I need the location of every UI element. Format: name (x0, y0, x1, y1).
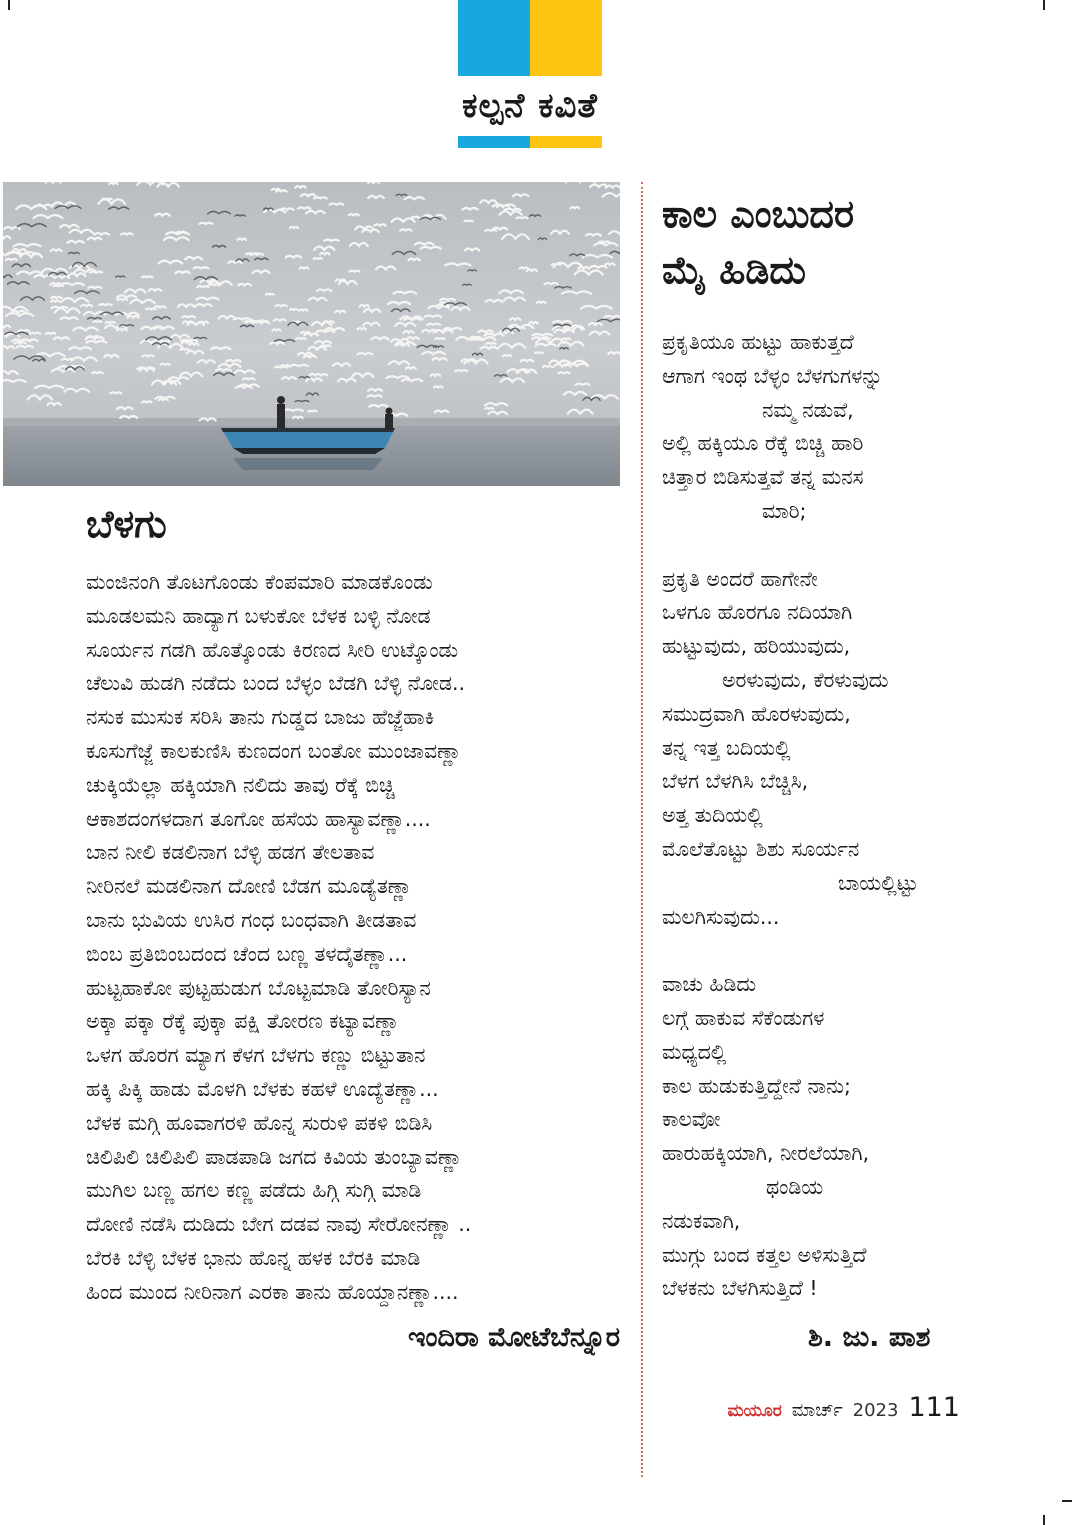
gull-mark (544, 283, 557, 284)
gull-mark (608, 352, 620, 354)
gull-mark (357, 353, 372, 354)
poem-line: ಹುಟ್ಟುವುದು, ಹರಿಯುವುದು, (662, 634, 851, 659)
right-poem-title (662, 186, 854, 298)
poem-line: ಬಾನು ಭುವಿಯ ಉಸಿರ ಗಂಧ ಬಂಧವಾಗಿ ತೀಡತಾವ (86, 907, 417, 932)
gull-mark (464, 221, 472, 222)
gull-mark (435, 338, 444, 339)
gull-mark (94, 233, 109, 234)
gull-mark (575, 384, 589, 385)
gull-mark (17, 346, 33, 348)
poem-line: ಚಿತ್ತಾರ ಬಿಡಿಸುತ್ತವೆ ತನ್ನ ಮನಸ (662, 465, 864, 490)
gull-mark (290, 365, 308, 366)
gull-mark (93, 321, 101, 322)
gull-mark (368, 182, 379, 183)
poem-line: ಪ್ರಕೃತಿ ಅಂದರೆ ಹಾಗೇನೇ (662, 566, 818, 591)
left-poem-author: ಇಂದಿರಾ ಮೋಟೆಬೆನ್ನೂರ (407, 1322, 620, 1353)
gull-mark (605, 263, 614, 264)
gull-mark (143, 355, 154, 356)
poem-line: ಬೆರಕಿ ಬೆಳ್ಳಿ ಬೆಳಕ ಭಾನು ಹೊನ್ನ ಹಳಕ ಬೆರಕಿ ಮಾಡಿ (86, 1245, 421, 1270)
gull-mark (281, 365, 290, 366)
poem-line: ಒಳಗ ಹೊರಗ ಮ್ಯಾಗ ಕೆಳಗ ಬೆಳಗು ಕಣ್ಣು ಬಿಟ್ಟುತಾನ (86, 1043, 426, 1068)
gull-mark (177, 232, 185, 233)
gull-mark (281, 208, 294, 210)
poem-line: ಚಿಲಿಪಿಲಿ ಚಿಲಿಪಿಲಿ ಪಾಡಪಾಡಿ ಜಗದ ಕಿವಿಯ ತುಂಬ್ಯಾವಣ್ಣಾ (86, 1144, 463, 1169)
gull-mark (6, 259, 17, 260)
gull-mark (199, 322, 208, 324)
gull-mark (543, 366, 552, 367)
poem-line: ಒಳಗೂ ಹೊರಗೂ ನದಿಯಾಗಿ (662, 600, 853, 625)
crop-mark-top-left (8, 0, 10, 10)
poem-line: ಹುಟ್ಟಹಾಕೋ ಪುಟ್ಟಹುಡುಗ ಬೊಟ್ಟಮಾಡಿ ತೋರಿಸ್ಯಾನ (86, 975, 431, 1000)
gull-mark (300, 267, 309, 268)
gull-mark (404, 318, 420, 319)
gull-mark (81, 305, 92, 307)
poem-line: ಮಾರಿ; (762, 498, 807, 523)
poem-line: ಹಾರುಹಕ್ಕಿಯಾಗಿ, ನೀರಲೆಯಾಗಿ, (662, 1141, 870, 1166)
gull-mark (407, 337, 418, 339)
poem-line: ಕಾಲ ಹುಡುಕುತ್ತಿದ್ದೇನೆ ನಾನು; (662, 1073, 851, 1098)
gull-mark (314, 197, 327, 198)
gull-mark (110, 392, 121, 393)
stanza-break (662, 529, 992, 563)
gull-mark (290, 309, 298, 310)
poem-line: ಮಲಗಿಸುವುದು... (662, 904, 780, 929)
crop-mark-right-edge (1062, 1500, 1072, 1502)
gull-mark (159, 399, 168, 400)
issue-month: ಮಾರ್ಚ್ (791, 1400, 843, 1421)
gull-mark (486, 343, 496, 344)
gull-mark (497, 205, 509, 207)
gull-mark (50, 283, 61, 285)
poem-line: ಹಿಂದ ಮುಂದ ನೀರಿನಾಗ ಎರಕಾ ತಾನು ಹೊಯ್ದಾನಣ್ಣಾ.... (86, 1279, 459, 1304)
gull-mark (228, 261, 241, 263)
gull-mark (440, 299, 455, 301)
right-poem-title-line2: ಮೈ ಹಿಡಿದು (662, 248, 806, 292)
gull-mark (238, 284, 251, 286)
gull-mark (300, 310, 308, 311)
gull-mark (320, 253, 329, 255)
poem-line: ಥಂಡಿಯ (766, 1174, 824, 1199)
gull-mark (117, 329, 127, 330)
gull-mark (463, 208, 478, 210)
gull-mark (368, 389, 382, 391)
gulls-boat-photo (3, 182, 620, 486)
gull-mark (463, 284, 471, 285)
gull-mark (272, 329, 280, 330)
poem-line: ಕಾಲವೋ (662, 1107, 721, 1132)
gull-mark (51, 297, 61, 298)
gull-mark (99, 304, 111, 305)
gull-mark (503, 355, 511, 356)
crop-mark-bottom-right (1043, 1515, 1045, 1525)
gull-mark (485, 408, 493, 409)
issue-year: 2023 (852, 1400, 899, 1421)
gull-mark (161, 364, 170, 365)
poem-line: ಅರಳುವುದು, ಕೆರಳುವುದು (722, 667, 889, 692)
poem-line: ಕೂಸುಗೆಜ್ಜೆ ಕಾಲಕುಣಿಸಿ ಕುಣದಂಗ ಬಂತೋ ಮುಂಜಾವಣ್ಣಾ (86, 738, 462, 763)
gull-mark (176, 271, 190, 273)
gull-mark (266, 294, 274, 295)
poem-line: ಅತ್ತ ತುದಿಯಲ್ಲಿ (662, 803, 763, 828)
gull-mark (251, 254, 264, 255)
gull-mark (368, 395, 382, 396)
gull-mark (314, 258, 323, 259)
gull-mark (15, 342, 26, 343)
gull-mark (142, 276, 152, 277)
poem-line: ಬಿಂಬ ಪ್ರತಿಬಿಂಬದಂದ ಚೆಂದ ಬಣ್ಣ ತಳದೈತಣ್ಣಾ... (86, 941, 408, 966)
poem-line: ಬಾಯಲ್ಲಿಟ್ಟು (838, 870, 919, 895)
gull-mark (30, 333, 40, 334)
gull-mark (180, 349, 188, 350)
poem-line: ಲಗ್ಗೆ ಹಾಕುವ ಸೆಕೆಂಡುಗಳ (662, 1005, 825, 1030)
gull-mark (335, 311, 345, 313)
gull-mark (471, 339, 481, 340)
gull-mark (400, 229, 412, 230)
poem-line: ಮುಗ್ಗು ಬಂದ ಕತ್ತಲ ಅಳಿಸುತ್ತಿದೆ (662, 1242, 867, 1267)
poem-line: ಸಮುದ್ರವಾಗಿ ಹೊರಳುವುದು, (662, 701, 851, 726)
poem-line: ಮೂಡಲಮನಿ ಹಾದ್ಯಾಗ ಬಳುಕೋ ಬೆಳಕ ಬಳ್ಳಿ ನೋಡ (86, 603, 431, 628)
gull-mark (431, 374, 440, 376)
gull-mark (434, 386, 442, 387)
gull-mark (517, 217, 528, 218)
poem-line: ಚುಕ್ಕಿಯೆಲ್ಲಾ ಹಕ್ಕಿಯಾಗಿ ನಲಿದು ತಾವು ರೆಕ್ಕೆ ಬಿಚ್ಚಿ (86, 772, 395, 797)
gull-mark (349, 214, 359, 215)
gull-mark (535, 352, 543, 353)
gull-mark (308, 411, 317, 412)
poem-line: ವಾಚು ಹಿಡಿದು (662, 972, 757, 997)
gull-mark (329, 203, 343, 204)
gull-mark (21, 339, 38, 340)
poem-line: ಮಂಜಿನಂಗಿ ತೊಟಗೊಂಡು ಕೆಂಪಮಾರಿ ಮಾಡಕೊಂಡು (86, 570, 433, 594)
gull-mark (468, 270, 476, 271)
poem-line: ಚೆಲುವಿ ಹುಡಗಿ ನಡೆದು ಬಂದ ಬೆಳ್ಳಂ ಬೆಡಗಿ ಬೆಳ್ಳಿ ನೋಡ.. (86, 671, 466, 696)
gull-mark (558, 372, 569, 373)
page-number: 111 (908, 1392, 960, 1423)
gull-mark (310, 374, 322, 375)
gull-mark (149, 289, 162, 291)
gull-mark (570, 207, 579, 208)
gull-mark (510, 318, 521, 320)
gull-mark (349, 271, 359, 272)
gull-mark (197, 286, 208, 287)
gull-mark (116, 276, 125, 277)
poem-line: ಮುಗಿಲ ಬಣ್ಣ ಹಗಲ ಕಣ್ಣ ಪಡೆದು ಹಿಗ್ಗಿ ಸುಗ್ಗಿ ಮಾಡಿ (86, 1178, 422, 1203)
gull-mark (304, 356, 316, 358)
right-poem-body (662, 326, 992, 1306)
gull-mark (237, 238, 245, 239)
gull-mark (296, 338, 305, 339)
section-banner-label: ಕಲ್ಪನೆ ಕವಿತೆ (438, 76, 622, 136)
poem-line: ಹಕ್ಕಿ ಪಿಕ್ಕಿ ಹಾಡು ಮೊಳಗಿ ಬೆಳಕು ಕಹಳೆ ಊದ್ಯೆತಣ್ಣಾ... (86, 1076, 439, 1101)
gull-mark (324, 240, 339, 241)
poem-line: ಮೊಲೆತೊಟ್ಟು ಶಿಶು ಸೂರ್ಯನ (662, 836, 860, 861)
gull-mark (406, 367, 416, 368)
gull-mark (562, 338, 570, 339)
gull-mark (210, 284, 218, 285)
gull-mark (182, 342, 192, 343)
page-footer (728, 1392, 961, 1423)
poem-line: ಪ್ರಕೃತಿಯೂ ಹುಟ್ಟು ಹಾಕುತ್ತದೆ (662, 330, 854, 354)
gull-mark (46, 333, 56, 334)
gull-mark (358, 328, 366, 329)
gull-mark (275, 305, 286, 306)
poem-line: ಅಲ್ಲಿ ಹಕ್ಕಿಯೂ ರೆಕ್ಕೆ ಬಿಚ್ಚಿ ಹಾರಿ (662, 431, 864, 456)
left-poem-body (86, 566, 626, 1310)
poem-line: ದೋಣಿ ನಡೆಸಿ ದುಡಿದು ಬೇಗ ದಡವ ನಾವು ಸೇರೋನಣ್ಣಾ .. (86, 1212, 472, 1237)
poem-line: ಆಕಾಶದಂಗಳದಾಗ ತೂಗೋ ಹಸೆಯ ಹಾಸ್ಯಾವಣ್ಣಾ.... (86, 806, 431, 831)
gull-mark (190, 344, 199, 345)
column-divider (641, 182, 643, 1477)
gull-mark (520, 268, 528, 269)
gull-mark (216, 369, 231, 371)
gull-mark (181, 340, 197, 341)
gull-mark (298, 207, 310, 208)
poem-line: ಅಕ್ಕಾ ಪಕ್ಕಾ ರೆಕ್ಕೆ ಪುಕ್ಕಾ ಪಕ್ಷಿ ತೋರಣ ಕಟ್ಯಾವಣ್ಣಾ (86, 1009, 400, 1034)
gull-mark (194, 267, 209, 268)
magazine-name: ಮಯೂರ (727, 1401, 782, 1421)
gull-mark (409, 259, 420, 261)
gull-mark (437, 305, 449, 306)
gull-mark (529, 322, 537, 323)
gull-mark (199, 223, 212, 224)
poem-line: ಬೆಳಕನು ಬೆಳಗಿಸುತ್ತಿದೆ ! (662, 1276, 818, 1301)
gull-mark (142, 401, 152, 402)
gull-mark (360, 305, 369, 307)
gull-mark (586, 234, 601, 236)
poem-line: ಬೆಳಗ ಬೆಳಗಿಸಿ ಬೆಚ್ಚಿಸಿ, (662, 769, 809, 794)
gull-mark (88, 238, 102, 240)
gull-mark (109, 183, 117, 184)
gull-mark (51, 249, 62, 251)
gull-mark (404, 331, 414, 333)
gull-mark (183, 321, 193, 323)
gull-mark (226, 360, 240, 362)
poem-line: ನಸುಕ ಮುಸುಕ ಸರಿಸಿ ತಾನು ಗುಡ್ಡದ ಬಾಜು ಹೆಜ್ಜೆಹಾಕಿ (86, 705, 435, 730)
poem-line: ಸೂರ್ಯನ ಗಡಗಿ ಹೊತ್ಕೊಂಡು ಕಿರಣದ ಸೀರಿ ಉಟ್ಕೊಂಡು (86, 637, 459, 662)
gull-mark (317, 289, 332, 290)
right-poem-title-line1: ಕಾಲ ಎಂಬುದರ (662, 192, 855, 236)
gull-mark (102, 199, 112, 200)
poem-line: ಬೆಳಕ ಮಗ್ಗಿ ಹೂವಾಗರಳಿ ಹೊನ್ನ ಸುರುಳಿ ಪಕಳಿ ಬಿಡಿಸಿ (86, 1110, 433, 1135)
gull-mark (520, 360, 533, 362)
poem-line: ನೀರಿನಲೆ ಮಡಲಿನಾಗ ದೋಣಿ ಬೆಡಗ ಮೂಡ್ಯೆತಣ್ಣಾ (86, 874, 412, 899)
poem-line: ತನ್ನ ಇತ್ತ ಬದಿಯಲ್ಲಿ (662, 735, 791, 760)
gull-mark (106, 322, 115, 323)
gull-mark (427, 324, 440, 325)
poem-line: ನಡುಕವಾಗಿ, (662, 1208, 741, 1233)
gull-mark (274, 319, 286, 320)
poem-line: ಆಗಾಗ ಇಂಥ ಬೆಳ್ಳಂ ಬೆಳಗುಗಳನ್ನು (662, 363, 883, 388)
gull-mark (425, 315, 442, 316)
gull-mark (128, 316, 139, 317)
gull-mark (154, 306, 165, 307)
gull-mark (182, 316, 195, 317)
poem-line: ಬಾನ ನೀಲಿ ಕಡಲಿನಾಗ ಬೆಳ್ಳಿ ಹಡಗ ತೇಲತಾವ (86, 840, 375, 865)
gull-mark (146, 309, 156, 310)
gull-mark (293, 417, 302, 418)
gull-mark (276, 190, 286, 191)
gull-mark (374, 224, 386, 225)
gull-mark (18, 330, 29, 331)
poem-line: ನಮ್ಮ ನಡುವೆ, (762, 397, 854, 422)
gull-mark (295, 186, 305, 188)
right-poem-author: ಶಿ. ಜು. ಪಾಶ (808, 1322, 931, 1353)
gull-mark (504, 209, 520, 210)
gull-mark (485, 230, 496, 231)
gulls-boat-illustration (3, 182, 620, 486)
gull-mark (51, 300, 59, 301)
gull-mark (270, 342, 284, 344)
gull-mark (92, 372, 103, 373)
left-poem-title: ಬೆಳಗು (86, 502, 167, 546)
gull-mark (160, 341, 170, 342)
gull-mark (118, 299, 127, 300)
gull-mark (578, 267, 588, 269)
gull-mark (527, 269, 537, 271)
gull-mark (243, 378, 255, 379)
gull-mark (234, 318, 251, 319)
poem-line: ಮಧ್ಯದಲ್ಲಿ (662, 1039, 727, 1064)
gull-mark (537, 302, 545, 303)
gull-mark (121, 233, 132, 234)
crop-mark-top-right (1043, 0, 1045, 10)
gull-mark (290, 227, 298, 228)
gull-mark (455, 370, 467, 371)
gull-mark (88, 287, 101, 288)
stanza-break (662, 934, 992, 968)
